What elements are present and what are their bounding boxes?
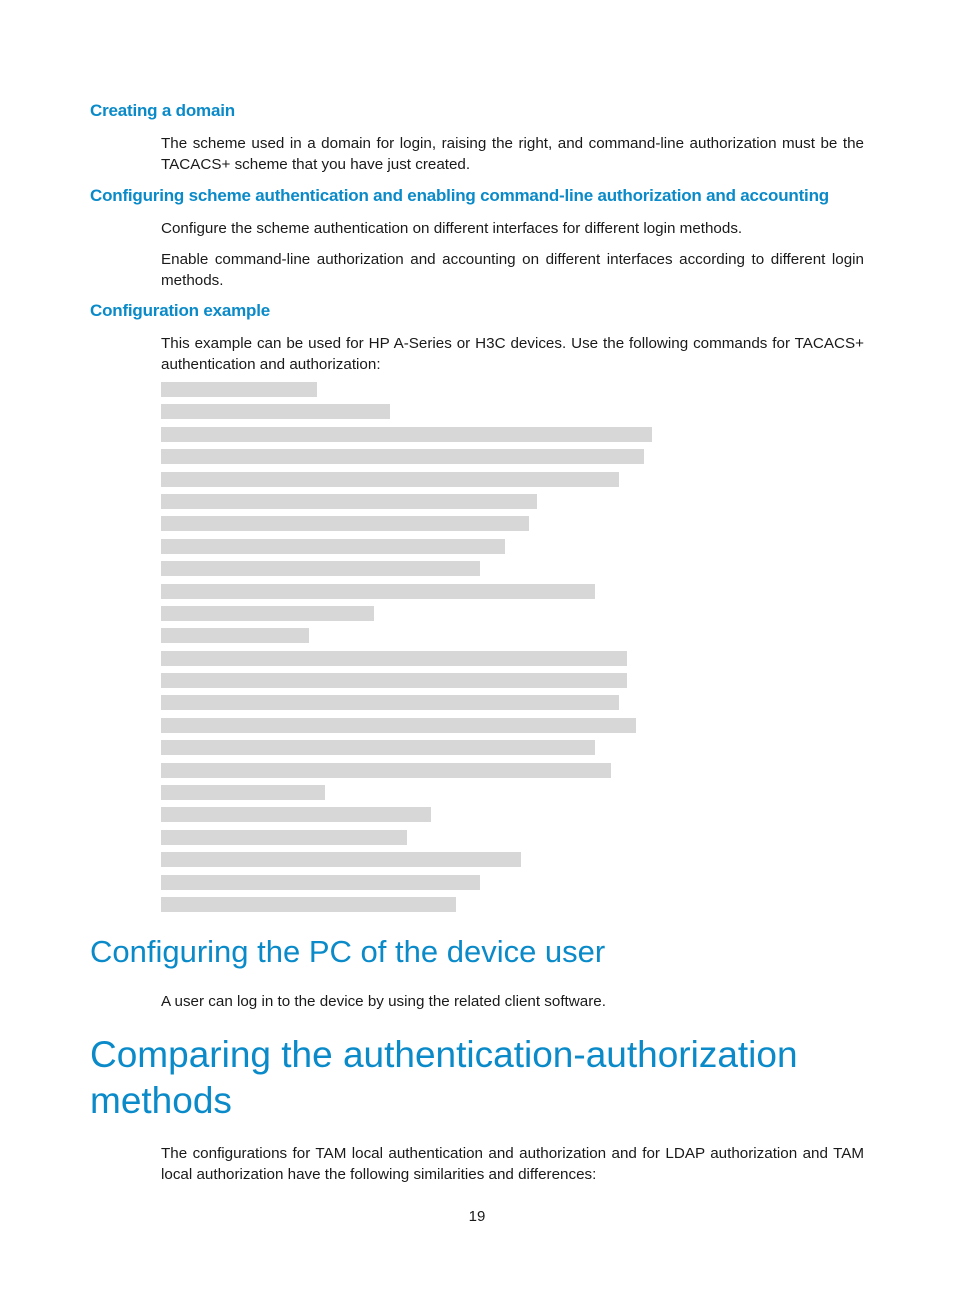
redacted-line xyxy=(161,718,636,733)
page-number: 19 xyxy=(468,1208,486,1225)
configuring-scheme-text-1: Configure the scheme authentication on different interfaces for different login methods. xyxy=(161,220,743,237)
redacted-line xyxy=(161,763,611,778)
redacted-line xyxy=(161,628,309,643)
redacted-line xyxy=(161,695,619,710)
heading-comparing-methods: Comparing the authentication-authorization methods xyxy=(90,1034,798,1121)
heading-configuration-example: Configuration example xyxy=(90,301,270,320)
redacted-line xyxy=(161,897,456,912)
redacted-command-block xyxy=(161,382,661,919)
redacted-line xyxy=(161,830,407,845)
redacted-line xyxy=(161,852,521,867)
configuring-pc-text: A user can log in to the device by using the related client software. xyxy=(161,993,606,1010)
redacted-line xyxy=(161,472,619,487)
redacted-line xyxy=(161,404,390,419)
redacted-line xyxy=(161,539,505,554)
configuring-scheme-text-2: Enable command-line authorization and accounting on different interfaces according to different login methods. xyxy=(161,251,864,289)
redacted-line xyxy=(161,449,644,464)
heading-configuring-pc: Configuring the PC of the device user xyxy=(90,934,606,969)
configuration-example-text: This example can be used for HP A-Series or H3C devices. Use the following commands for TACACS+ authentication and authorization: xyxy=(161,335,864,373)
redacted-line xyxy=(161,740,595,755)
heading-creating-domain: Creating a domain xyxy=(90,101,235,120)
redacted-line xyxy=(161,584,595,599)
redacted-line xyxy=(161,875,480,890)
redacted-line xyxy=(161,807,431,822)
comparing-text: The configurations for TAM local authentication and authorization and for LDAP authorization and TAM local authorization have the following similarities and differences: xyxy=(161,1145,864,1183)
redacted-line xyxy=(161,516,529,531)
redacted-line xyxy=(161,651,627,666)
heading-configuring-scheme: Configuring scheme authentication and enabling command-line authorization and accounting xyxy=(90,186,829,205)
redacted-line xyxy=(161,673,627,688)
redacted-line xyxy=(161,494,537,509)
redacted-line xyxy=(161,427,652,442)
redacted-line xyxy=(161,785,325,800)
redacted-line xyxy=(161,606,374,621)
creating-domain-text: The scheme used in a domain for login, raising the right, and command-line authorization must be the TACACS+ scheme that you have just created. xyxy=(161,135,864,173)
redacted-line xyxy=(161,382,317,397)
redacted-line xyxy=(161,561,480,576)
